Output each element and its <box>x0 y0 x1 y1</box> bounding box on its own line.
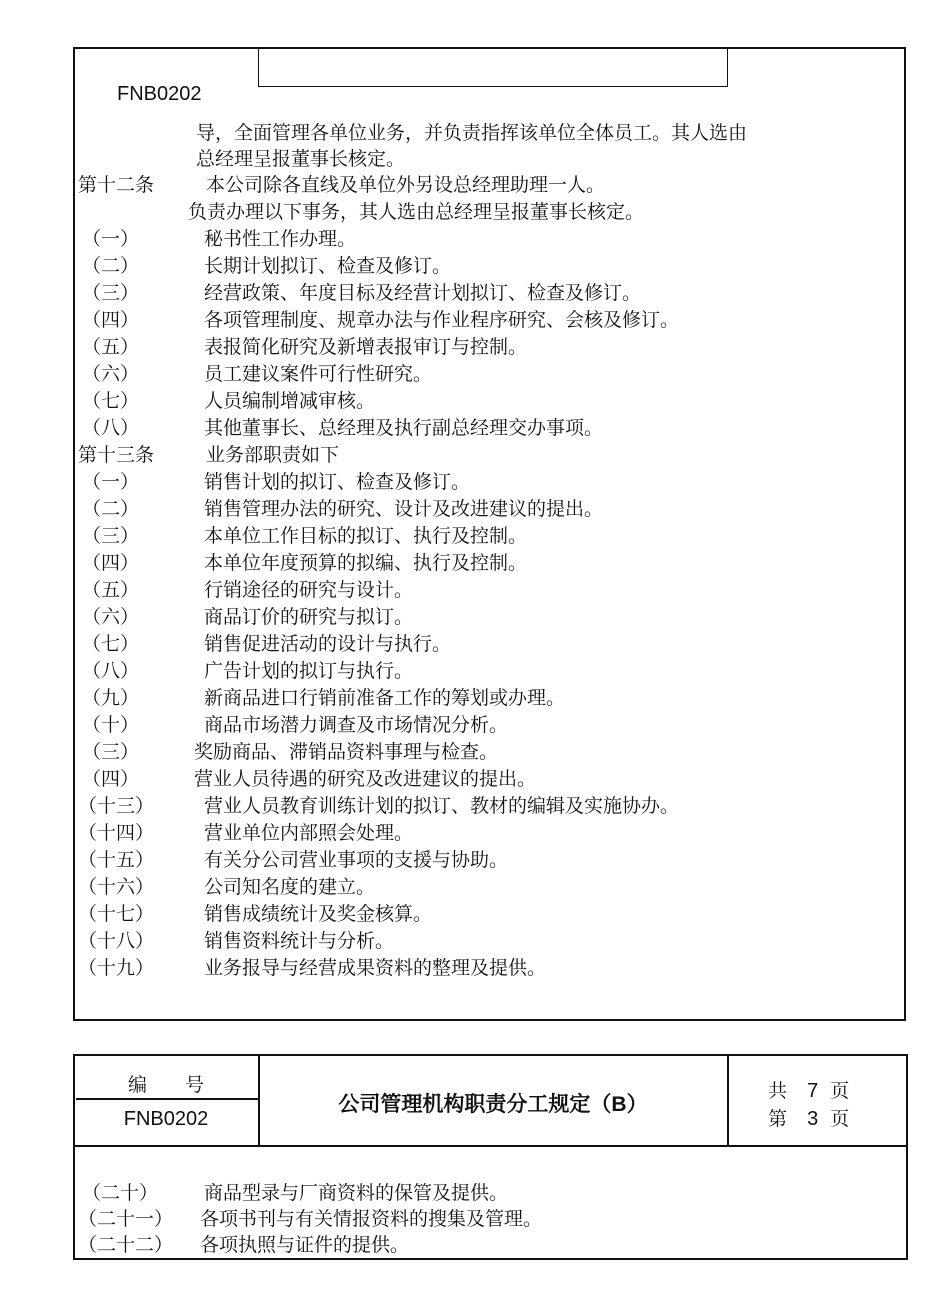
line-text: 有关分公司营业事项的支援与协助。 <box>204 849 509 871</box>
item-number: （九） <box>82 687 140 709</box>
page-count <box>768 1076 849 1103</box>
line-text: 营业人员教育训练计划的拟订、教材的编辑及实施协办。 <box>204 795 680 817</box>
item-number: （十五） <box>78 849 155 871</box>
article-number: 第十二条 <box>78 174 155 196</box>
item-number: （三） <box>82 282 140 304</box>
number-label: 编 号 <box>127 1074 204 1096</box>
line-text: 销售资料统计与分析。 <box>204 930 395 952</box>
line-text: 广告计划的拟订与执行。 <box>204 660 414 682</box>
line-text: 经营政策、年度目标及经营计划拟订、检查及修订。 <box>204 282 642 304</box>
item-number: （二） <box>82 255 140 277</box>
line-text: 表报简化研究及新增表报审订与控制。 <box>204 336 528 358</box>
line-text: 商品订价的研究与拟订。 <box>204 606 414 628</box>
line-text: 人员编制增减审核。 <box>204 390 376 412</box>
line-text: 总经理呈报董事长核定。 <box>196 148 406 170</box>
item-number: （五） <box>82 579 140 601</box>
line-text: 业务报导与经营成果资料的整理及提供。 <box>204 957 547 979</box>
line-text: 负责办理以下事务，其人选由总经理呈报董事长核定。 <box>188 201 645 223</box>
page-total-suffix: 页 <box>830 1080 850 1102</box>
page1-header-tab <box>258 47 728 87</box>
line-text: 销售管理办法的研究、设计及改进建议的提出。 <box>204 498 604 520</box>
item-number: （十六） <box>78 876 155 898</box>
line-text: 销售促进活动的设计与执行。 <box>204 633 452 655</box>
page-total-prefix: 共 <box>768 1080 788 1102</box>
item-number: （十三） <box>78 795 155 817</box>
item-number: （十九） <box>78 957 155 979</box>
item-number: （十） <box>82 714 140 736</box>
line-text: 其他董事长、总经理及执行副总经理交办事项。 <box>204 417 604 439</box>
item-number: （八） <box>82 660 140 682</box>
page-number: 3 <box>807 1108 819 1130</box>
line-text: 销售计划的拟订、检查及修订。 <box>204 471 471 493</box>
line-text: 商品市场潜力调查及市场情况分析。 <box>204 714 509 736</box>
header-divider <box>727 1054 729 1146</box>
item-number: （二十） <box>82 1182 159 1204</box>
item-number: （十四） <box>78 822 155 844</box>
line-text: 本公司除各直线及单位外另设总经理助理一人。 <box>206 174 606 196</box>
header-bottom-rule <box>73 1145 908 1147</box>
page-total: 7 <box>807 1080 819 1102</box>
item-number: （一） <box>82 471 140 493</box>
item-number: （四） <box>82 309 140 331</box>
line-text: 行销途径的研究与设计。 <box>204 579 414 601</box>
item-number: （二） <box>82 498 140 520</box>
item-number: （二十一） <box>78 1208 174 1230</box>
line-text: 各项书刊与有关情报资料的搜集及管理。 <box>200 1208 543 1230</box>
line-text: 本单位工作目标的拟订、执行及控制。 <box>204 525 528 547</box>
item-number: （六） <box>82 363 140 385</box>
line-text: 业务部职责如下 <box>206 444 340 466</box>
line-text: 新商品进口行销前准备工作的筹划或办理。 <box>204 687 566 709</box>
item-number: （七） <box>82 633 140 655</box>
item-number: （三） <box>82 525 140 547</box>
line-text: 各项执照与证件的提供。 <box>200 1234 410 1256</box>
item-number: （四） <box>82 768 140 790</box>
line-text: 本单位年度预算的拟编、执行及控制。 <box>204 552 528 574</box>
doc-title: 公司管理机构职责分工规定（B） <box>338 1093 648 1116</box>
article-number: 第十三条 <box>78 444 155 466</box>
item-number: （八） <box>82 417 140 439</box>
line-text: 员工建议案件可行性研究。 <box>204 363 433 385</box>
page-current <box>768 1104 849 1131</box>
number-cell-rule <box>76 1098 258 1100</box>
item-number: （六） <box>82 606 140 628</box>
line-text: 秘书性工作办理。 <box>204 228 357 250</box>
line-text: 导，全面管理各单位业务，并负责指挥该单位全体员工。其人选由 <box>196 122 748 144</box>
item-number: （三） <box>82 741 140 763</box>
item-number: （十七） <box>78 903 155 925</box>
item-number: （五） <box>82 336 140 358</box>
doc-code: FNB0202 <box>123 1108 209 1130</box>
line-text: 营业单位内部照会处理。 <box>204 822 414 844</box>
line-text: 公司知名度的建立。 <box>204 876 376 898</box>
line-text: 商品型录与厂商资料的保管及提供。 <box>204 1182 509 1204</box>
item-number: （二十二） <box>78 1234 174 1256</box>
page-current-prefix: 第 <box>768 1108 788 1130</box>
line-text: 长期计划拟订、检查及修订。 <box>204 255 452 277</box>
item-number: （十八） <box>78 930 155 952</box>
line-text: 奖励商品、滞销品资料事理与检查。 <box>194 741 499 763</box>
page-current-suffix: 页 <box>830 1108 850 1130</box>
line-text: 销售成绩统计及奖金核算。 <box>204 903 433 925</box>
item-number: （一） <box>82 228 140 250</box>
item-number: （七） <box>82 390 140 412</box>
line-text: 营业人员待遇的研究及改进建议的提出。 <box>194 768 537 790</box>
page1-doc-code: FNB0202 <box>117 83 202 105</box>
item-number: （四） <box>82 552 140 574</box>
line-text: 各项管理制度、规章办法与作业程序研究、会核及修订。 <box>204 309 680 331</box>
